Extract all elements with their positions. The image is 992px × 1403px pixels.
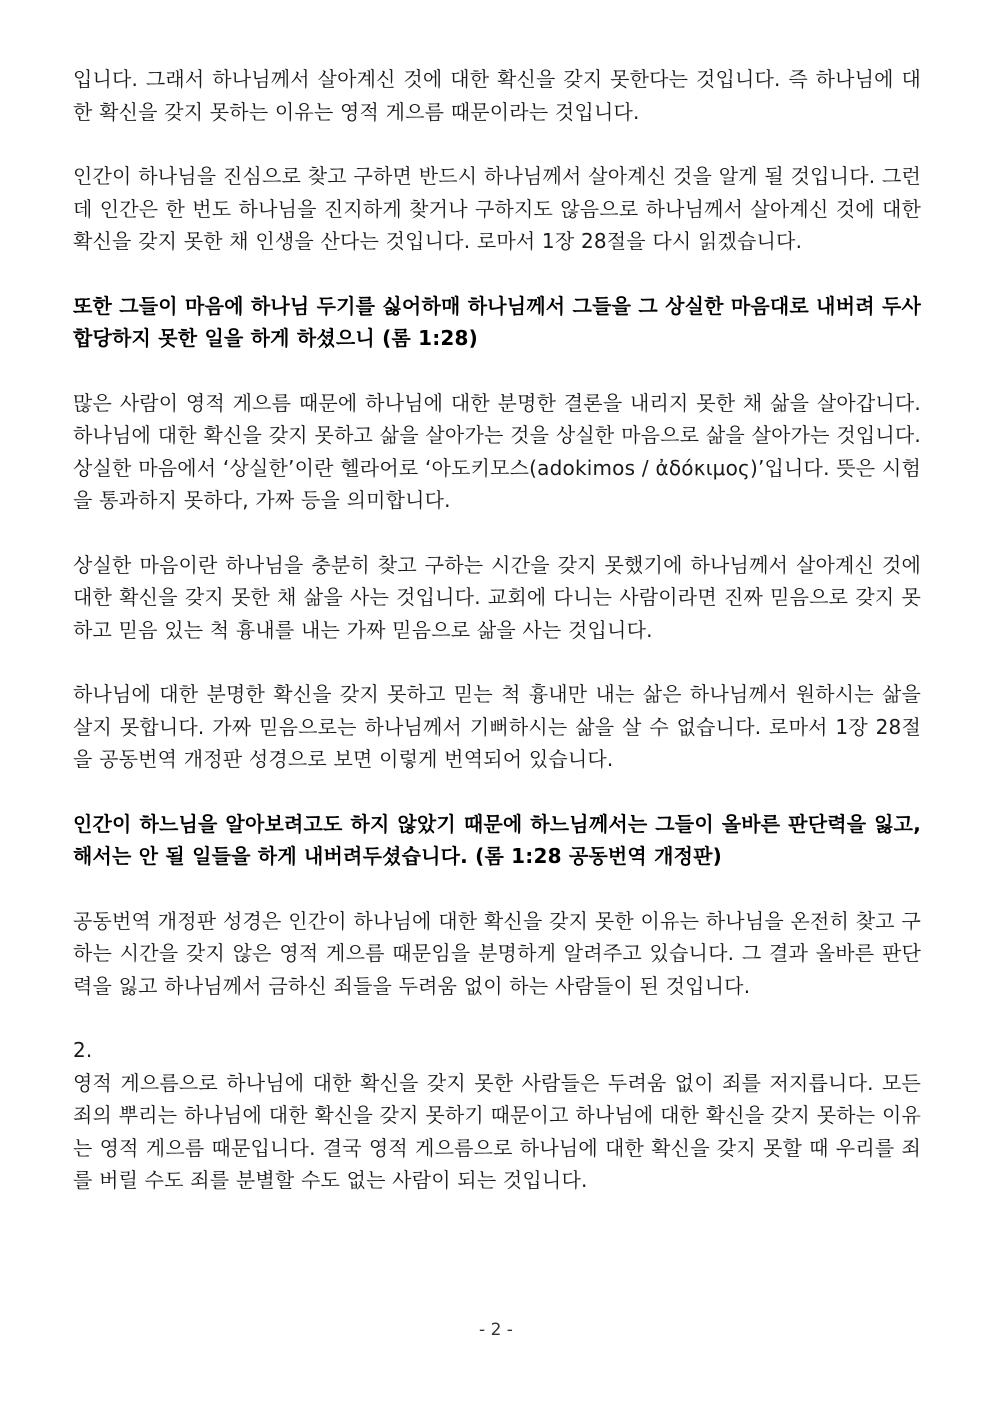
scripture-quote: 또한 그들이 마음에 하나님 두기를 싫어하매 하나님께서 그들을 그 상실한 마음대로 내버려 두사 합당하지 못한 일을 하게 하셨으니 (롬 1:28)	[73, 293, 921, 350]
paragraph: 입니다. 그래서 하나님께서 살아계신 것에 대한 확신을 갖지 못한다는 것입니다. 즉 하나님에 대한 확신을 갖지 못하는 이유는 영적 게으름 때문이라는 것입니다.	[73, 67, 921, 124]
paragraph: 인간이 하나님을 진심으로 찾고 구하면 반드시 하나님께서 살아계신 것을 알게 될 것입니다. 그런데 인간은 한 번도 하나님을 진지하게 찾거나 구하지도 않음으로 하나님께서 살아계신 것에 대한 확신을 갖지 못한 채 인생을 산다는 것입니다. 로마서 1장 28절을 다시 읽겠습니다.	[73, 164, 921, 253]
paragraph: 영적 게으름으로 하나님에 대한 확신을 갖지 못한 사람들은 두려움 없이 죄를 저지릅니다. 모든 죄의 뿌리는 하나님에 대한 확신을 갖지 못하기 때문이고 하나님에 대한 확신을 갖지 못하는 이유는 영적 게으름 때문입니다. 결국 영적 게으름으로 하나님에 대한 확신을 갖지 못할 때 우리를 죄를 버릴 수도 죄를 분별할 수도 없는 사람이 되는 것입니다.	[73, 1070, 921, 1192]
page-number: - 2 -	[479, 1320, 513, 1340]
paragraph: 공동번역 개정판 성경은 인간이 하나님에 대한 확신을 갖지 못한 이유는 하나님을 온전히 찾고 구하는 시간을 갖지 않은 영적 게으름 때문임을 분명하게 알려주고 있습니다. 그 결과 올바른 판단력을 잃고 하나님께서 금하신 죄들을 두려움 없이 하는 사람들이 된 것입니다.	[73, 908, 921, 998]
paragraph: 상실한 마음이란 하나님을 충분히 찾고 구하는 시간을 갖지 못했기에 하나님께서 살아계신 것에 대한 확신을 갖지 못한 채 삶을 사는 것입니다. 교회에 다니는 사람이라면 진짜 믿음으로 갖지 못하고 믿음 있는 척 흉내를 내는 가짜 믿음으로 삶을 사는 것입니다.	[73, 552, 921, 642]
section-number: 2.	[73, 1038, 93, 1062]
document-body	[73, 63, 921, 1229]
paragraph: 하나님에 대한 분명한 확신을 갖지 못하고 믿는 척 흉내만 내는 삶은 하나님께서 원하시는 삶을 살지 못합니다. 가짜 믿음으로는 하나님께서 기뻐하시는 삶을 살 수 없습니다. 로마서 1장 28절을 공동번역 개정판 성경으로 보면 이렇게 번역되어 있습니다.	[73, 682, 921, 771]
paragraph: 많은 사람이 영적 게으름 때문에 하나님에 대한 분명한 결론을 내리지 못한 채 삶을 살아갑니다. 하나님에 대한 확신을 갖지 못하고 삶을 살아가는 것을 상실한 마음으로 삶을 살아가는 것입니다. 상실한 마음에서 ‘상실한’이란 헬라어로 ‘아도키모스(adokimos / ἀδόκιμος)’입니다. 뜻은 시험을 통과하지 못하다, 가짜 등을 의미합니다.	[73, 390, 921, 512]
scripture-quote: 인간이 하느님을 알아보려고도 하지 않았기 때문에 하느님께서는 그들이 올바른 판단력을 잃고, 해서는 안 될 일들을 하게 내버려두셨습니다. (롬 1:28 공동번역 개정판)	[73, 811, 921, 868]
